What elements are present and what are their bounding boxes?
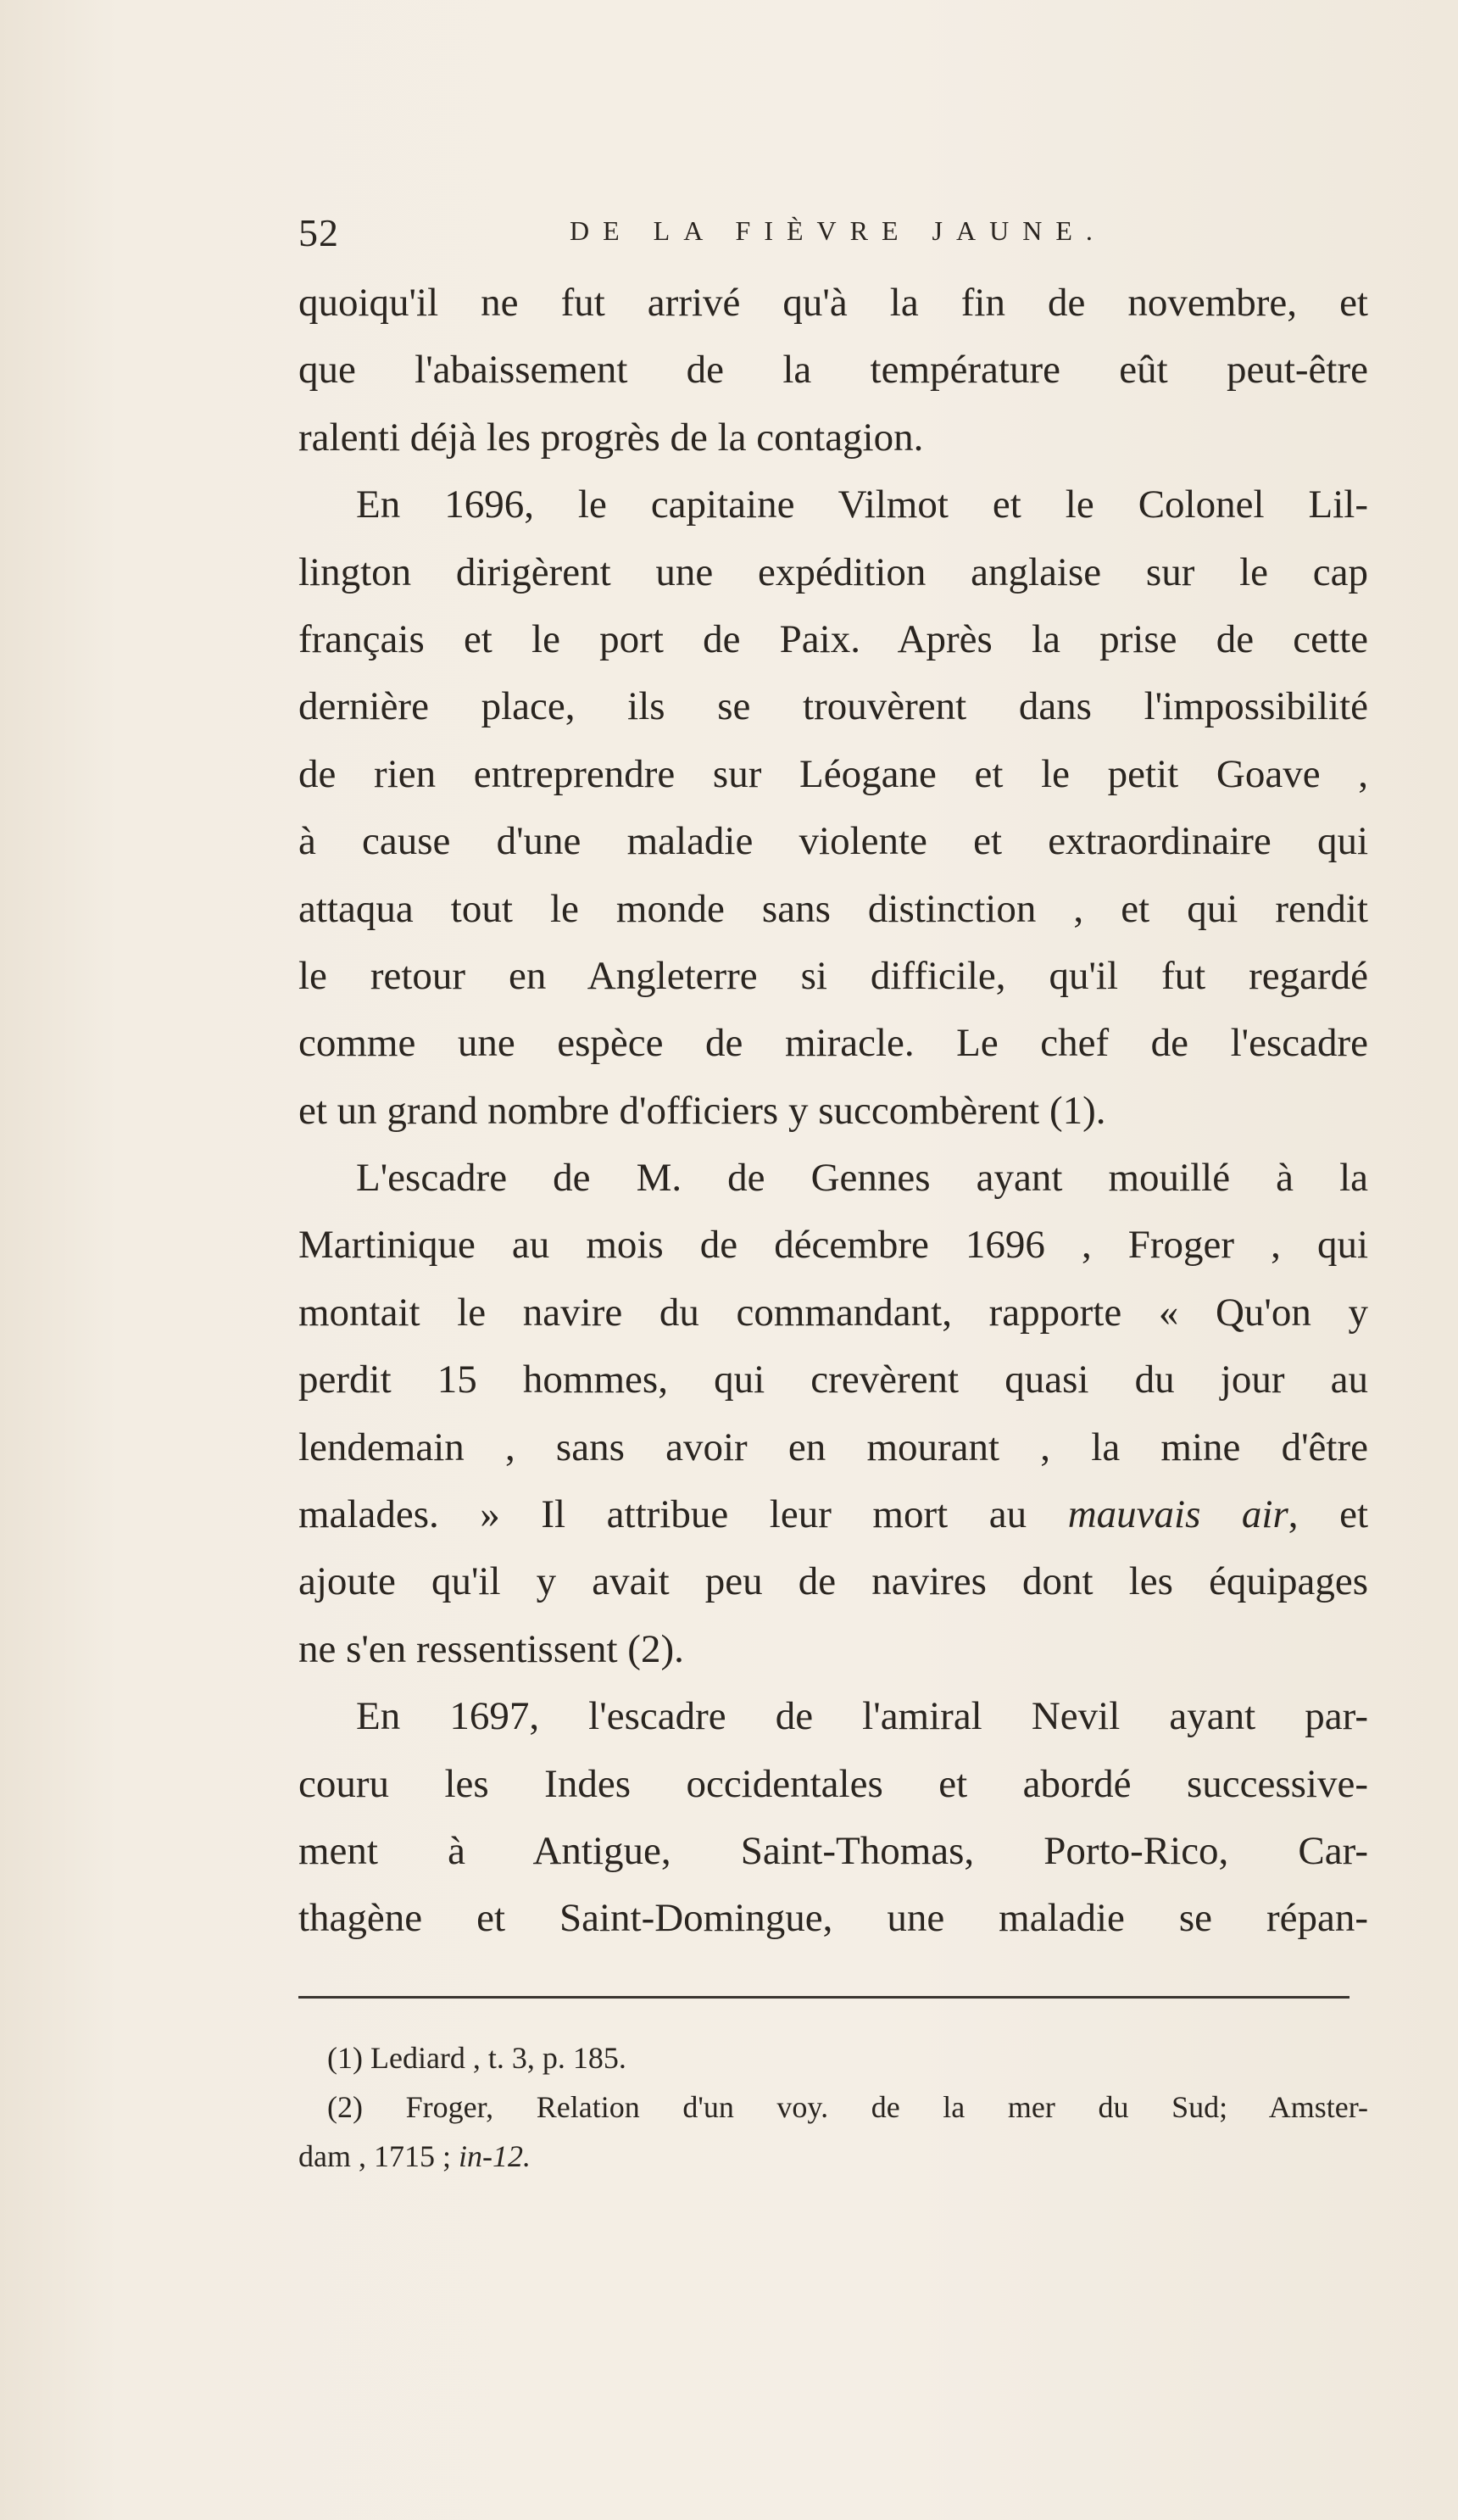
text-line: dernière place, ils se trouvèrent dans l'impossibilité: [298, 684, 1368, 729]
text-line: comme une espèce de miracle. Le chef de l'escadre: [298, 1021, 1368, 1066]
text-line: lendemain , sans avoir en mourant , la mine d'être: [298, 1424, 1368, 1469]
text-line: le retour en Angleterre si difficile, qu'il fut regardé: [298, 953, 1368, 998]
italic-phrase: mauvais air: [1067, 1492, 1288, 1537]
footnote-2-continuation: [298, 2132, 1368, 2181]
text-line: Martinique au mois de décembre 1696 , Froger , qui: [298, 1223, 1368, 1268]
text-segment: malades. » Il attribue leur mort au: [298, 1492, 1027, 1537]
text-line: et un grand nombre d'officiers y succombèrent (1).: [298, 1088, 1106, 1133]
text-line: à cause d'une maladie violente et extraordinaire qui: [298, 819, 1368, 864]
footnote-2: (2) Froger, Relation d'un voy. de la mer du Sud; Amster-: [327, 2090, 1368, 2124]
text-line: de rien entreprendre sur Léogane et le petit Goave ,: [298, 751, 1368, 796]
footnote-italic: in-12.: [458, 2139, 531, 2173]
text-line: français et le port de Paix. Après la prise de cette: [298, 616, 1368, 661]
text-line: ment à Antigue, Saint-Thomas, Porto-Rico, Car-: [298, 1828, 1368, 1873]
body-text: [298, 270, 1368, 1953]
text-line: lington dirigèrent une expédition anglaise sur le cap: [298, 549, 1368, 594]
text-line: L'escadre de M. de Gennes ayant mouillé à la: [356, 1156, 1368, 1201]
text-line: couru les Indes occidentales et abordé successive-: [298, 1761, 1368, 1806]
text-line: perdit 15 hommes, qui crevèrent quasi du jour au: [298, 1358, 1368, 1402]
footnotes: [298, 2033, 1368, 2181]
text-line: montait le navire du commandant, rapporte « Qu'on y: [298, 1290, 1368, 1335]
text-line: quoiqu'il ne fut arrivé qu'à la fin de novembre, et: [298, 281, 1368, 325]
text-line: ne s'en ressentissent (2).: [298, 1626, 684, 1671]
text-line: thagène et Saint-Domingue, une maladie se répan-: [298, 1896, 1368, 1941]
text-line: ralenti déjà les progrès de la contagion.: [298, 415, 924, 460]
text-segment: , et: [1288, 1492, 1369, 1537]
text-line-with-italic: [298, 1481, 1368, 1548]
text-line: En 1696, le capitaine Vilmot et le Colonel Lil-: [356, 482, 1368, 527]
footnote-segment: dam , 1715 ;: [298, 2139, 451, 2173]
footnote-1: (1) Lediard , t. 3, p. 185.: [327, 2041, 626, 2075]
footnote-divider: [298, 1996, 1349, 1999]
text-line: ajoute qu'il y avait peu de navires dont les équipages: [298, 1559, 1368, 1604]
running-title: DE LA FIÈVRE JAUNE.: [570, 215, 1106, 246]
page-number: 52: [298, 211, 339, 254]
running-head: [298, 210, 1400, 261]
text-line: En 1697, l'escadre de l'amiral Nevil ayant par-: [356, 1694, 1368, 1739]
text-line: attaqua tout le monde sans distinction , et qui rendit: [298, 886, 1368, 931]
text-line: que l'abaissement de la température eût peut-être: [298, 348, 1368, 393]
